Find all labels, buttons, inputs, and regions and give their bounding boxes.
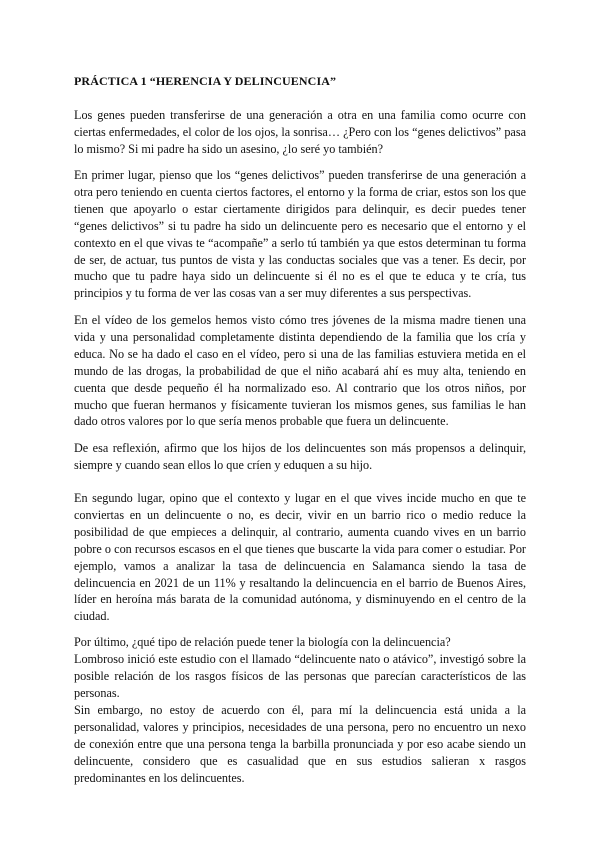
paragraph-reflection: De esa reflexión, afirmo que los hijos de los delincuentes son más propensos a delinquir, siempre y cuando sean ellos lo que críen y eduquen a su hijo.	[74, 441, 526, 472]
paragraph-second-point: En segundo lugar, opino que el contexto y lugar en el que vives incide mucho en que te conviertas en un delincuente o no, es decir, vivir en un barrio rico o medio reduce la posibilidad de que empieces a delinquir, al contrario, aumenta cuando vives en un barrio pobre o con recursos escasos en el que tienes que buscarte la vida para comer o estudiar. Por ejemplo, vamos a analizar la tasa de delincuencia en Salamanca siendo la tasa de delincuencia en 2021 de un 11% y resaltando la delincuencia en el barrio de Buenos Aires, líder en heroína más barata de la comunidad autónoma, y disminuyendo en el centro de la ciudad.	[74, 491, 526, 624]
paragraph-last-question: Por último, ¿qué tipo de relación puede tener la biología con la delincuencia?	[74, 635, 451, 649]
paragraph-conclusion: Sin embargo, no estoy de acuerdo con él, para mí la delincuencia está unida a la personalidad, valores y principios, necesidades de una persona, pero no encuentro un nexo de conexión entre que una persona tenga la barbilla pronunciada y por eso acabe siendo un delincuente, considero que es casualidad que en sus estudios salieran x rasgos predominantes en los delincuentes.	[74, 703, 526, 785]
document-title: PRÁCTICA 1 “HERENCIA Y DELINCUENCIA”	[74, 74, 337, 88]
paragraph-twins-video: En el vídeo de los gemelos hemos visto cómo tres jóvenes de la misma madre tienen una vida y una personalidad completamente distinta dependiendo de la familia que los cría y educa. No se ha dado el caso en el vídeo, pero si una de las familias estuviera metida en el mundo de las drogas, la probabilidad de que el niño acabará ahí es muy alta, teniendo en cuenta que desde pequeño él ha normalizado eso. Al contrario que los otros niños, por mucho que fueran hermanos y físicamente tuvieran los mismos genes, sus familias le han dado otros valores por lo que sería menos probable que fuera un delincuente.	[74, 313, 526, 429]
paragraph-first-point: En primer lugar, pienso que los “genes delictivos” pueden transferirse de una generación a otra pero teniendo en cuenta ciertos factores, el entorno y la forma de criar, estos son los que tienen que apoyarlo o estar ciertamente dirigidos para delinquir, es decir puedes tener “genes delictivos” si tu padre ha sido un delincuente pero es necesario que el entorno y el contexto en el que vivas te “acompañe” a serlo tú también ya que estos determinan tu forma de ser, de actuar, tus puntos de vista y las conductas sociales que vas a tener. Es decir, por mucho que tu padre haya sido un delincuente si él no es el que te educa y te cría, tus principios y tu forma de ver las cosas van a ser muy diferentes a sus perspectivas.	[74, 168, 526, 301]
paragraph-intro: Los genes pueden transferirse de una generación a otra en una familia como ocurre con ciertas enfermedades, el color de los ojos, la sonrisa… ¿Pero con los “genes delictivos” pasa lo mismo? Si mi padre ha sido un asesino, ¿lo seré yo también?	[74, 108, 526, 156]
paragraph-lombroso: Lombroso inició este estudio con el llamado “delincuente nato o atávico”, investigó sobre la posible relación de los rasgos físicos de las personas que parecían característicos de las personas.	[74, 652, 526, 700]
